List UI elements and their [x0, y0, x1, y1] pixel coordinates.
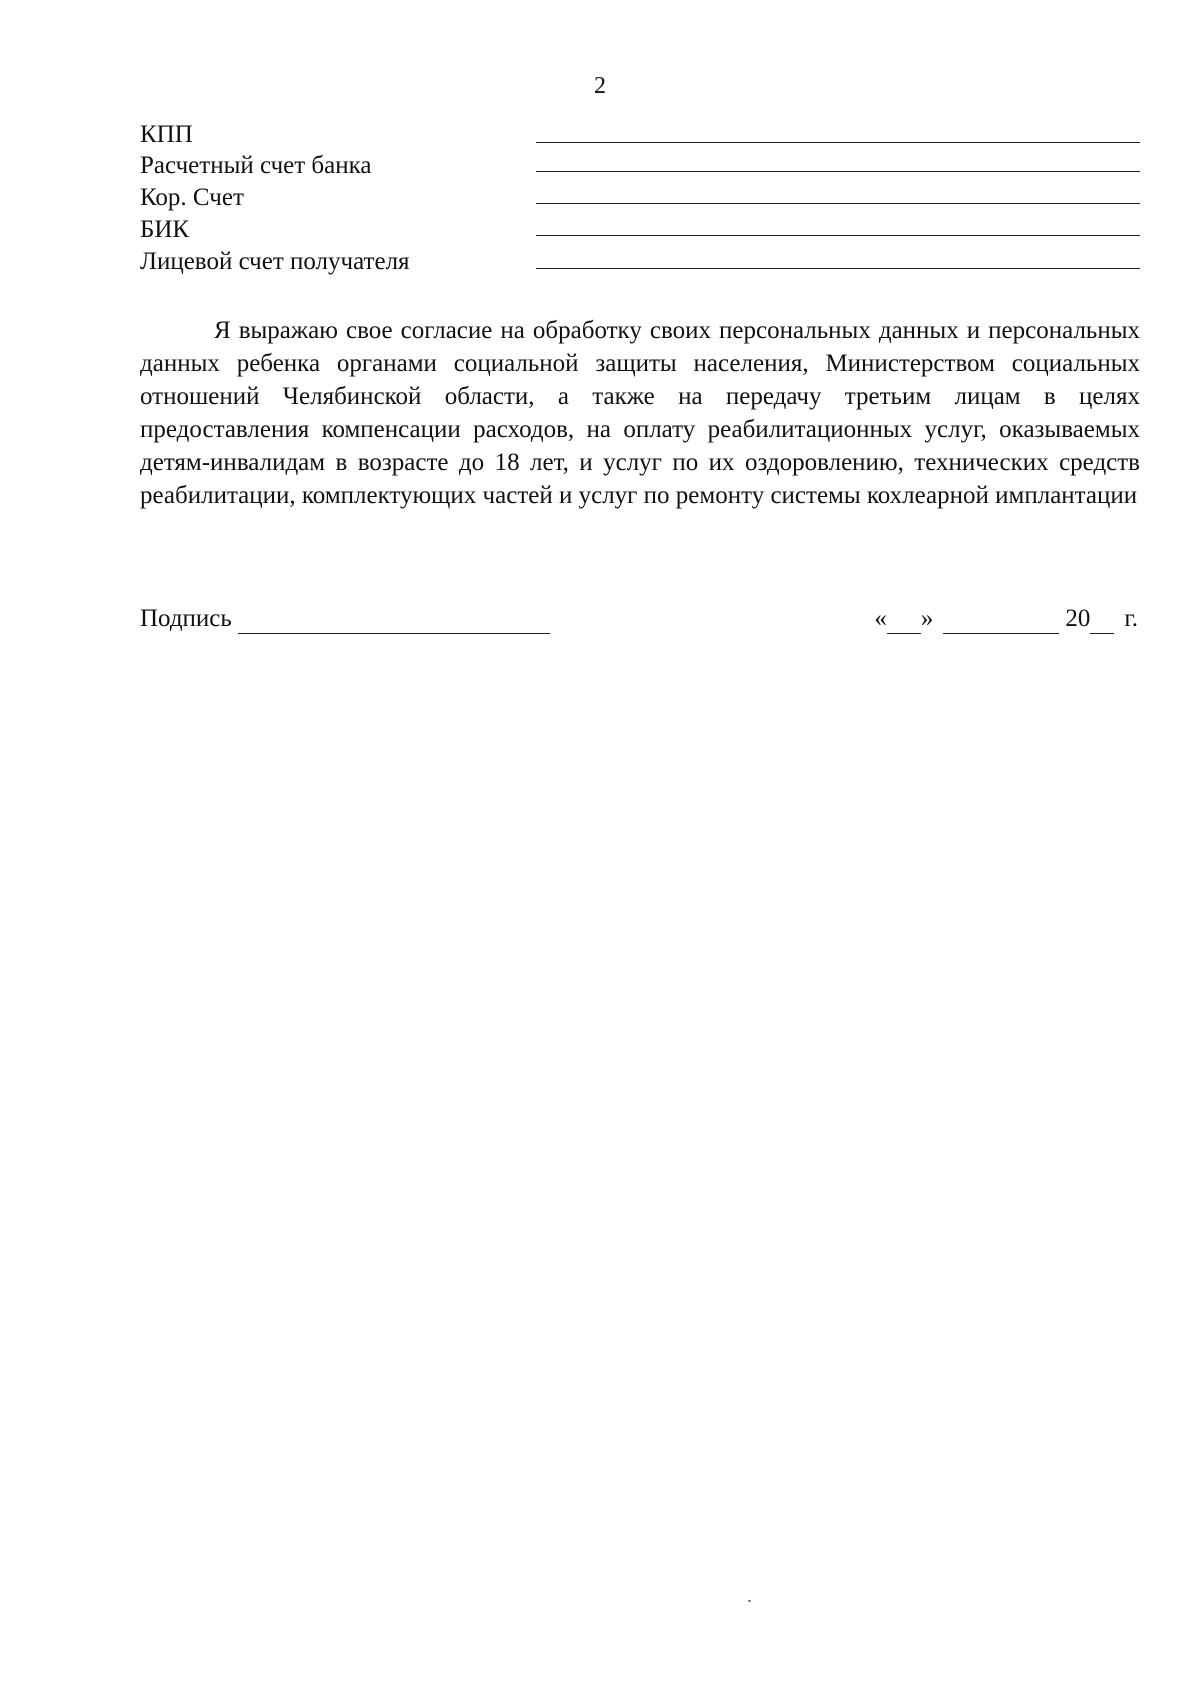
page-number: 2: [594, 73, 606, 99]
requisite-blank-line[interactable]: [536, 235, 1140, 236]
requisite-row-personal-account: [140, 247, 1140, 277]
requisite-label: Кор. Счет: [140, 184, 244, 211]
requisite-blank-line[interactable]: [536, 203, 1140, 204]
requisite-label: Расчетный счет банка: [140, 152, 372, 179]
date-year-blank[interactable]: [1090, 609, 1114, 634]
requisite-row-kpp: [140, 120, 1140, 150]
scan-speck: [748, 1600, 751, 1602]
requisite-row-bank-account: [140, 151, 1140, 181]
date-day-blank[interactable]: [887, 609, 921, 634]
date-year-prefix: 20: [1065, 605, 1091, 632]
signature-label: Подпись: [140, 605, 232, 632]
requisite-row-correspondent-account: [140, 183, 1140, 213]
date-open-quote: «: [874, 605, 887, 632]
requisite-blank-line[interactable]: [536, 268, 1140, 269]
requisite-blank-line[interactable]: [536, 171, 1140, 172]
signature-line[interactable]: [238, 609, 550, 634]
requisite-row-bik: [140, 215, 1140, 245]
date-month-blank[interactable]: [943, 609, 1059, 634]
signature-block: [140, 604, 550, 640]
consent-paragraph: Я выражаю свое согласие на обработку своих персональных данных и персональных данных ребенка органами социальной защиты населения, Министерством социальных отношений Челябинской области, а также на передачу третьим лицам в целях предоставления компенсации расходов, на оплату реабилитационных услуг, оказываемых детям-инвалидам в возрасте до 18 лет, и услуг по их оздоровлению, технических средств реабилитации, комплектующих частей и услуг по ремонту системы кохлеарной имплантации: [140, 317, 1140, 509]
date-year-suffix: г.: [1124, 605, 1138, 632]
requisite-label: Лицевой счет получателя: [140, 248, 410, 275]
requisite-blank-line[interactable]: [536, 142, 1140, 143]
requisite-label: БИК: [140, 216, 190, 243]
date-block: [874, 604, 1138, 634]
requisite-label: КПП: [140, 121, 193, 148]
date-close-quote: »: [920, 605, 934, 632]
